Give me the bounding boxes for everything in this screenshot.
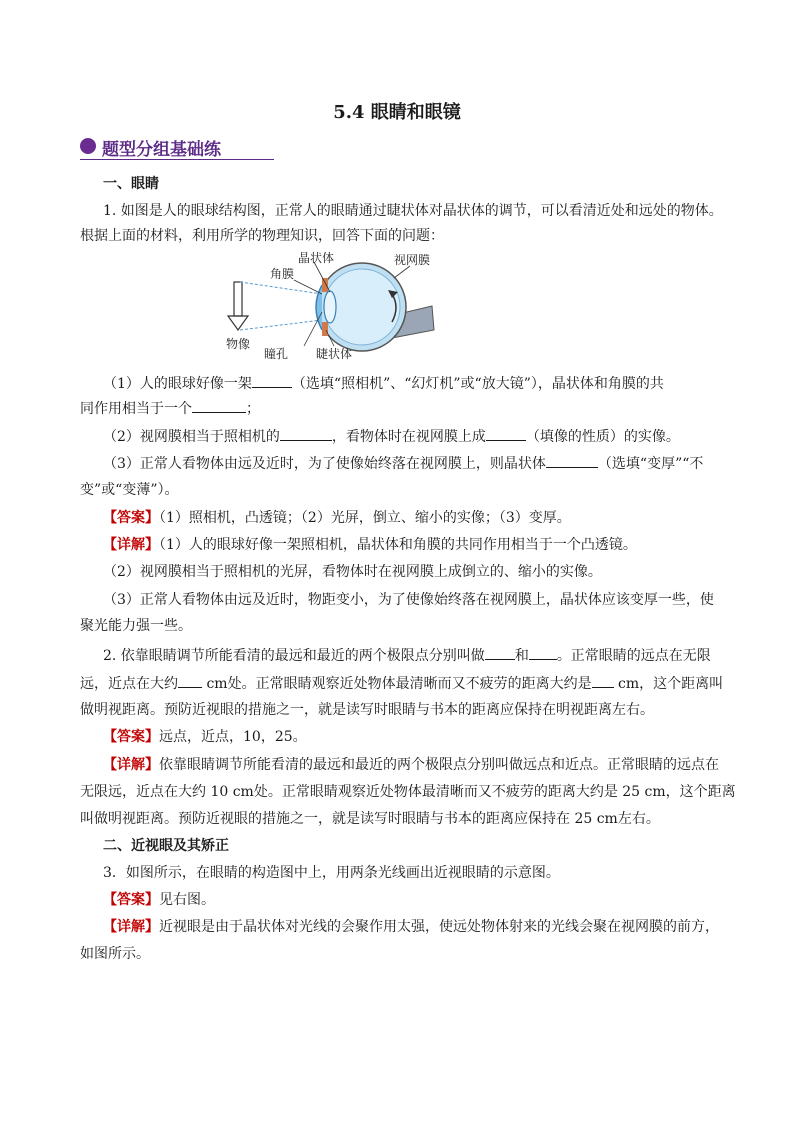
q1-sub3-line1: （3）正常人看物体由远及近时，为了使像始终落在视网膜上，则晶状体 （选填“变厚”“不 [103,453,743,474]
blank-field [178,673,202,688]
q2-detail-line2: 无限远，近点在大约 10 cm处。正常眼睛观察近处物体最清晰而又不疲劳的距离大约是 25 cm，这个距离 [80,784,736,800]
label-retina: 视网膜 [394,253,431,267]
q3-detail-line1: 【详解】近视眼是由于晶状体对光线的会聚作用太强，使远处物体射来的光线会聚在视网膜的前方， [103,919,719,935]
part-heading-eye: 一、眼睛 [103,176,159,192]
q3-stem: 3．如图所示，在眼睛的构造图中上，用两条光线画出近视眼睛的示意图。 [103,865,560,881]
q1-detail-1: 【详解】（1）人的眼球好像一架照相机，晶状体和角膜的共同作用相当于一个凸透镜。 [103,537,637,553]
q1-stem-line2: 根据上面的材料，利用所学的物理知识，回答下面的问题： [80,228,444,244]
q1-sub3-line2: 变”或“变薄”）。 [80,482,179,498]
bullet-circle-icon [80,138,96,154]
label-object: 物像 [226,337,251,351]
q3-answer: 【答案】见右图。 [103,892,215,908]
blank-field [529,645,557,660]
section-title: 题型分组基础练 [102,140,221,160]
q1-detail-2: （2）视网膜相当于照相机的光屏，看物体时在视网膜上成倒立的、缩小的实像。 [103,564,602,580]
lens [324,291,336,323]
eye-structure-figure [222,250,442,366]
blank-field [280,426,332,441]
blank-field [486,426,526,441]
object-arrow-icon [228,282,248,330]
q2-stem-line3: 做明视距离。预防近视眼的措施之一，就是读写时眼睛与书本的距离应保持在明视距离左右。 [80,702,654,718]
iris-lower [322,322,328,336]
q1-sub1-line1: （1）人的眼球好像一架 （选填“照相机”、“幻灯机”或“放大镜”），晶状体和角膜的共 [103,373,743,394]
q1-sub1-line2: 同作用相当于一个 ； [80,398,720,419]
label-ciliary: 睫状体 [316,347,353,361]
blank-field [546,453,598,468]
light-ray-lower [240,320,322,330]
q1-stem-line1: 1. 如图是人的眼球结构图，正常人的眼睛通过睫状体对晶状体的调节，可以看清近处和远处的物体。 [103,203,723,219]
q1-detail-3-line2: 聚光能力强一些。 [80,618,192,634]
blank-field [252,373,292,388]
q2-stem-line2: 远，近点在大约 cm处。正常眼睛观察近处物体最清晰而又不疲劳的距离大约是 cm，这个距离叫 [80,673,720,694]
q3-detail-line2: 如图所示。 [80,946,150,962]
q2-detail-line3: 叫做明视距离。预防近视眼的措施之一，就是读写时眼睛与书本的距离应保持在 25 cm左右。 [80,811,660,827]
q2-stem-line1: 2. 依靠眼睛调节所能看清的最远和最近的两个极限点分别叫做 和 。正常眼睛的远点在无限 [103,645,743,666]
section-header [80,135,274,160]
q1-detail-3-line1: （3）正常人看物体由远及近时，物距变小，为了使像始终落在视网膜上，晶状体应该变厚一些，使 [103,592,714,608]
blank-field [192,398,246,413]
q2-answer: 【答案】远点，近点，10，25。 [103,729,307,745]
blank-field [592,673,614,688]
blank-field [485,645,515,660]
label-lens: 晶状体 [298,251,335,265]
page-title: 5.4 眼睛和眼镜 [333,102,461,123]
label-cornea: 角膜 [270,267,295,281]
q1-answer: 【答案】（1）照相机，凸透镜；（2）光屏，倒立、缩小的实像；（3）变厚。 [103,510,571,526]
q2-detail-line1: 【详解】依靠眼睛调节所能看清的最远和最近的两个极限点分别叫做远点和近点。正常眼睛的远点在 [103,757,719,773]
q1-sub2: （2）视网膜相当于照相机的 ，看物体时在视网膜上成 （填像的性质）的实像。 [103,426,743,447]
label-pupil: 瞳孔 [264,347,289,361]
part-heading-myopia: 二、近视眼及其矫正 [103,838,229,854]
iris-upper [322,278,328,292]
